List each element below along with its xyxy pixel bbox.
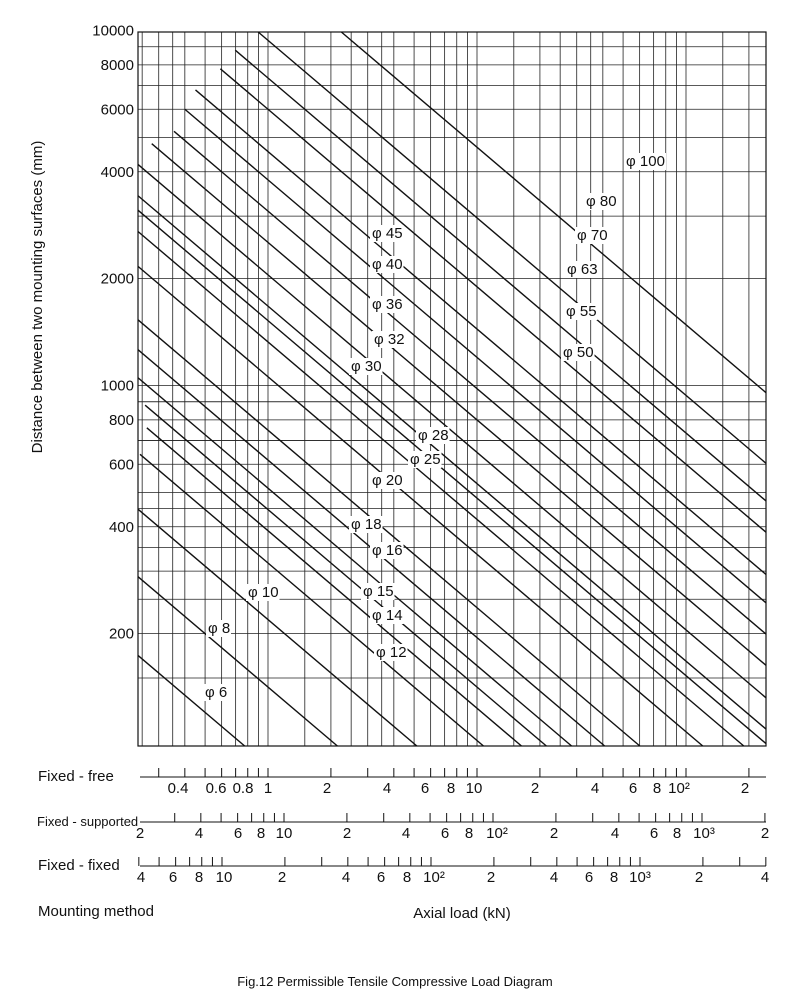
diameter-line-d32 bbox=[138, 196, 766, 729]
scale-tick-label: 2 bbox=[486, 869, 496, 886]
diameter-line-d40 bbox=[152, 144, 766, 666]
figure-caption: Fig.12 Permissible Tensile Compressive Load Diagram bbox=[237, 974, 553, 989]
y-tick-label: 2000 bbox=[100, 270, 134, 288]
diameter-line-d28 bbox=[138, 232, 744, 746]
y-axis-ticks bbox=[92, 23, 134, 643]
scale-tick-label: 10 bbox=[275, 825, 293, 842]
scale-tick-label: 4 bbox=[549, 869, 559, 886]
diameter-label-d30: φ 30 bbox=[351, 358, 382, 375]
scale-tick-label: 1 bbox=[263, 780, 273, 797]
diameter-label-d10: φ 10 bbox=[248, 584, 279, 601]
scale-tick-label: 8 bbox=[194, 869, 204, 886]
scale-tick-label: 6 bbox=[420, 780, 430, 797]
scale-tick-label: 10² bbox=[423, 869, 445, 886]
scale-tick-label: 2 bbox=[277, 869, 287, 886]
scale-tick-label: 6 bbox=[168, 869, 178, 886]
diameter-label-d40: φ 40 bbox=[372, 256, 403, 273]
diameter-label-d63: φ 63 bbox=[567, 261, 598, 278]
y-tick-label: 200 bbox=[108, 625, 134, 643]
diameter-label-d32: φ 32 bbox=[374, 331, 405, 348]
plot-border bbox=[138, 32, 766, 746]
x-axis-title: Axial load (kN) bbox=[413, 905, 511, 922]
scale-tick-label: 4 bbox=[760, 869, 770, 886]
scale-tick-label: 2 bbox=[549, 825, 559, 842]
diameter-label-d100: φ 100 bbox=[626, 153, 665, 170]
y-tick-label: 600 bbox=[108, 456, 134, 474]
diameter-curves bbox=[138, 32, 766, 746]
diameter-label-d12: φ 12 bbox=[376, 644, 407, 661]
scale-tick-label: 10³ bbox=[629, 869, 651, 886]
scale-tick-label: 6 bbox=[440, 825, 450, 842]
scale-tick-label: 10 bbox=[465, 780, 483, 797]
scale-tick-label: 8 bbox=[672, 825, 682, 842]
mounting-scales bbox=[37, 768, 769, 886]
y-tick-label: 10000 bbox=[92, 22, 134, 40]
diameter-label-d80: φ 80 bbox=[586, 193, 617, 210]
scale-tick-label: 4 bbox=[590, 780, 600, 797]
scale-tick-label: 0.6 bbox=[205, 780, 227, 797]
diameter-label-d6: φ 6 bbox=[205, 684, 228, 701]
diameter-label-d16: φ 16 bbox=[372, 542, 403, 559]
scale-tick-label: 2 bbox=[135, 825, 145, 842]
diameter-line-d63 bbox=[220, 69, 766, 532]
scale-name-2: Fixed - supported bbox=[37, 814, 139, 829]
scale-name-1: Fixed - free bbox=[38, 768, 114, 785]
diameter-label-d70: φ 70 bbox=[577, 227, 608, 244]
scale-tick-label: 10² bbox=[486, 825, 508, 842]
scale-tick-label: 6 bbox=[628, 780, 638, 797]
scale-tick-label: 4 bbox=[194, 825, 204, 842]
scale-tick-label: 4 bbox=[401, 825, 411, 842]
scale-tick-label: 6 bbox=[649, 825, 659, 842]
scale-name-3: Fixed - fixed bbox=[38, 857, 120, 874]
scale-tick-label: 2 bbox=[322, 780, 332, 797]
scale-tick-label: 8 bbox=[402, 869, 412, 886]
diameter-label-d15: φ 15 bbox=[363, 583, 394, 600]
diameter-label-d20: φ 20 bbox=[372, 472, 403, 489]
scale-tick-label: 6 bbox=[233, 825, 243, 842]
scale-tick-label: 8 bbox=[446, 780, 456, 797]
scale-tick-label: 0.8 bbox=[232, 780, 254, 797]
diameter-label-d25: φ 25 bbox=[410, 451, 441, 468]
y-tick-label: 400 bbox=[108, 518, 134, 536]
diameter-line-d50 bbox=[185, 109, 766, 603]
scale-tick-label: 4 bbox=[136, 869, 146, 886]
mounting-method-label: Mounting method bbox=[38, 903, 154, 920]
diameter-line-d30 bbox=[138, 210, 766, 743]
scale-tick-label: 2 bbox=[530, 780, 540, 797]
scale-tick-label: 4 bbox=[382, 780, 392, 797]
diameter-label-d50: φ 50 bbox=[563, 344, 594, 361]
scale-tick-label: 2 bbox=[694, 869, 704, 886]
scale-tick-label: 10² bbox=[668, 780, 690, 797]
scale-tick-label: 0.4 bbox=[167, 780, 189, 797]
diameter-label-d55: φ 55 bbox=[566, 303, 597, 320]
chart-frame bbox=[138, 32, 766, 746]
y-axis-title: Distance between two mounting surfaces (mm) bbox=[29, 140, 46, 454]
scale-tick-label: 10³ bbox=[693, 825, 715, 842]
diameter-label-d8: φ 8 bbox=[208, 620, 231, 637]
diameter-label-d14: φ 14 bbox=[372, 607, 403, 624]
diameter-label-d18: φ 18 bbox=[351, 516, 382, 533]
scale-tick-label: 6 bbox=[584, 869, 594, 886]
scale-tick-label: 2 bbox=[740, 780, 750, 797]
scale-tick-label: 4 bbox=[610, 825, 620, 842]
diameter-label-d36: φ 36 bbox=[372, 296, 403, 313]
scale-tick-label: 6 bbox=[376, 869, 386, 886]
y-tick-label: 800 bbox=[108, 411, 134, 429]
scale-tick-label: 8 bbox=[652, 780, 662, 797]
scale-tick-label: 2 bbox=[342, 825, 352, 842]
diameter-line-d6 bbox=[138, 655, 245, 746]
scale-tick-label: 8 bbox=[256, 825, 266, 842]
y-tick-label: 1000 bbox=[100, 377, 134, 395]
scale-tick-label: 4 bbox=[341, 869, 351, 886]
diameter-line-d20 bbox=[138, 320, 640, 746]
diameter-label-d45: φ 45 bbox=[372, 225, 403, 242]
scale-tick-label: 8 bbox=[464, 825, 474, 842]
diameter-label-d28: φ 28 bbox=[418, 427, 449, 444]
scale-tick-label: 2 bbox=[760, 825, 770, 842]
y-tick-label: 8000 bbox=[100, 56, 134, 74]
scale-tick-label: 8 bbox=[609, 869, 619, 886]
diameter-line-d8 bbox=[138, 577, 337, 746]
diameter-labels bbox=[203, 153, 666, 701]
chart-grid bbox=[138, 32, 766, 746]
scale-tick-label: 10 bbox=[215, 869, 233, 886]
diameter-line-d36 bbox=[138, 164, 766, 697]
y-tick-label: 4000 bbox=[100, 163, 134, 181]
y-tick-label: 6000 bbox=[100, 101, 134, 119]
